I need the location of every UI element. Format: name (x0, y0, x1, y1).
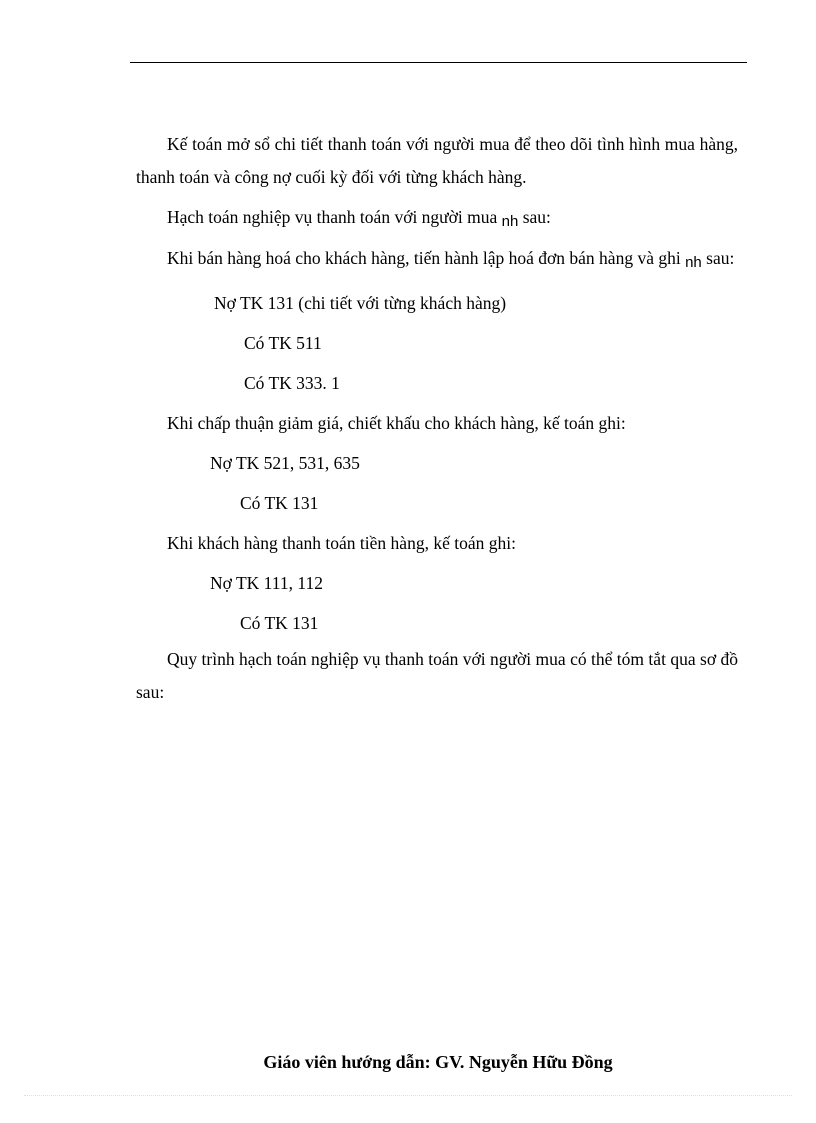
journal-entry-credit-511: Có TK 511 (244, 333, 322, 353)
paragraph-accounting-intro-text: Hạch toán nghiệp vụ thanh toán với người mua (167, 207, 502, 227)
journal-entry-debit-111: Nợ TK 111, 112 (210, 573, 323, 593)
paragraph-accounting-intro (136, 201, 738, 235)
footer-supervisor: Giáo viên hướng dẫn: GV. Nguyễn Hữu Đồng (263, 1052, 613, 1072)
paragraph-process-summary: Quy trình hạch toán nghiệp vụ thanh toán với người mua có thể tóm tắt qua sơ đồ sau: (136, 649, 738, 702)
journal-entry-debit-131: Nợ TK 131 (chi tiết với từng khách hàng) (214, 293, 507, 313)
header-rule (130, 62, 747, 63)
journal-entry-debit-521: Nợ TK 521, 531, 635 (210, 453, 360, 473)
document-body (136, 128, 738, 716)
text-fragment-nh-2: nh (685, 254, 702, 271)
paragraph-sales-invoice (136, 242, 738, 276)
journal-entry-credit-131: Có TK 131 (240, 493, 319, 513)
paragraph-discount: Khi chấp thuận giảm giá, chiết khấu cho khách hàng, kế toán ghi: (167, 413, 626, 433)
text-fragment-nh: nh (501, 213, 519, 230)
footer-rule (24, 1095, 792, 1096)
paragraph-payment: Khi khách hàng thanh toán tiền hàng, kế toán ghi: (167, 533, 516, 553)
paragraph-sales-invoice-text: Khi bán hàng hoá cho khách hàng, tiến hành lập hoá đơn bán hàng và ghi (167, 248, 686, 268)
paragraph-sales-invoice-end: sau: (701, 248, 735, 268)
paragraph-accounting-intro-end: sau: (518, 207, 551, 227)
paragraph-detail-ledger: Kế toán mở sổ chi tiết thanh toán với người mua để theo dõi tình hình mua hàng, thanh toán và công nợ cuối kỳ đối với từng khách hàng. (136, 134, 738, 187)
journal-entry-credit-131-2: Có TK 131 (240, 613, 319, 633)
journal-entry-credit-3331: Có TK 333. 1 (244, 373, 340, 393)
